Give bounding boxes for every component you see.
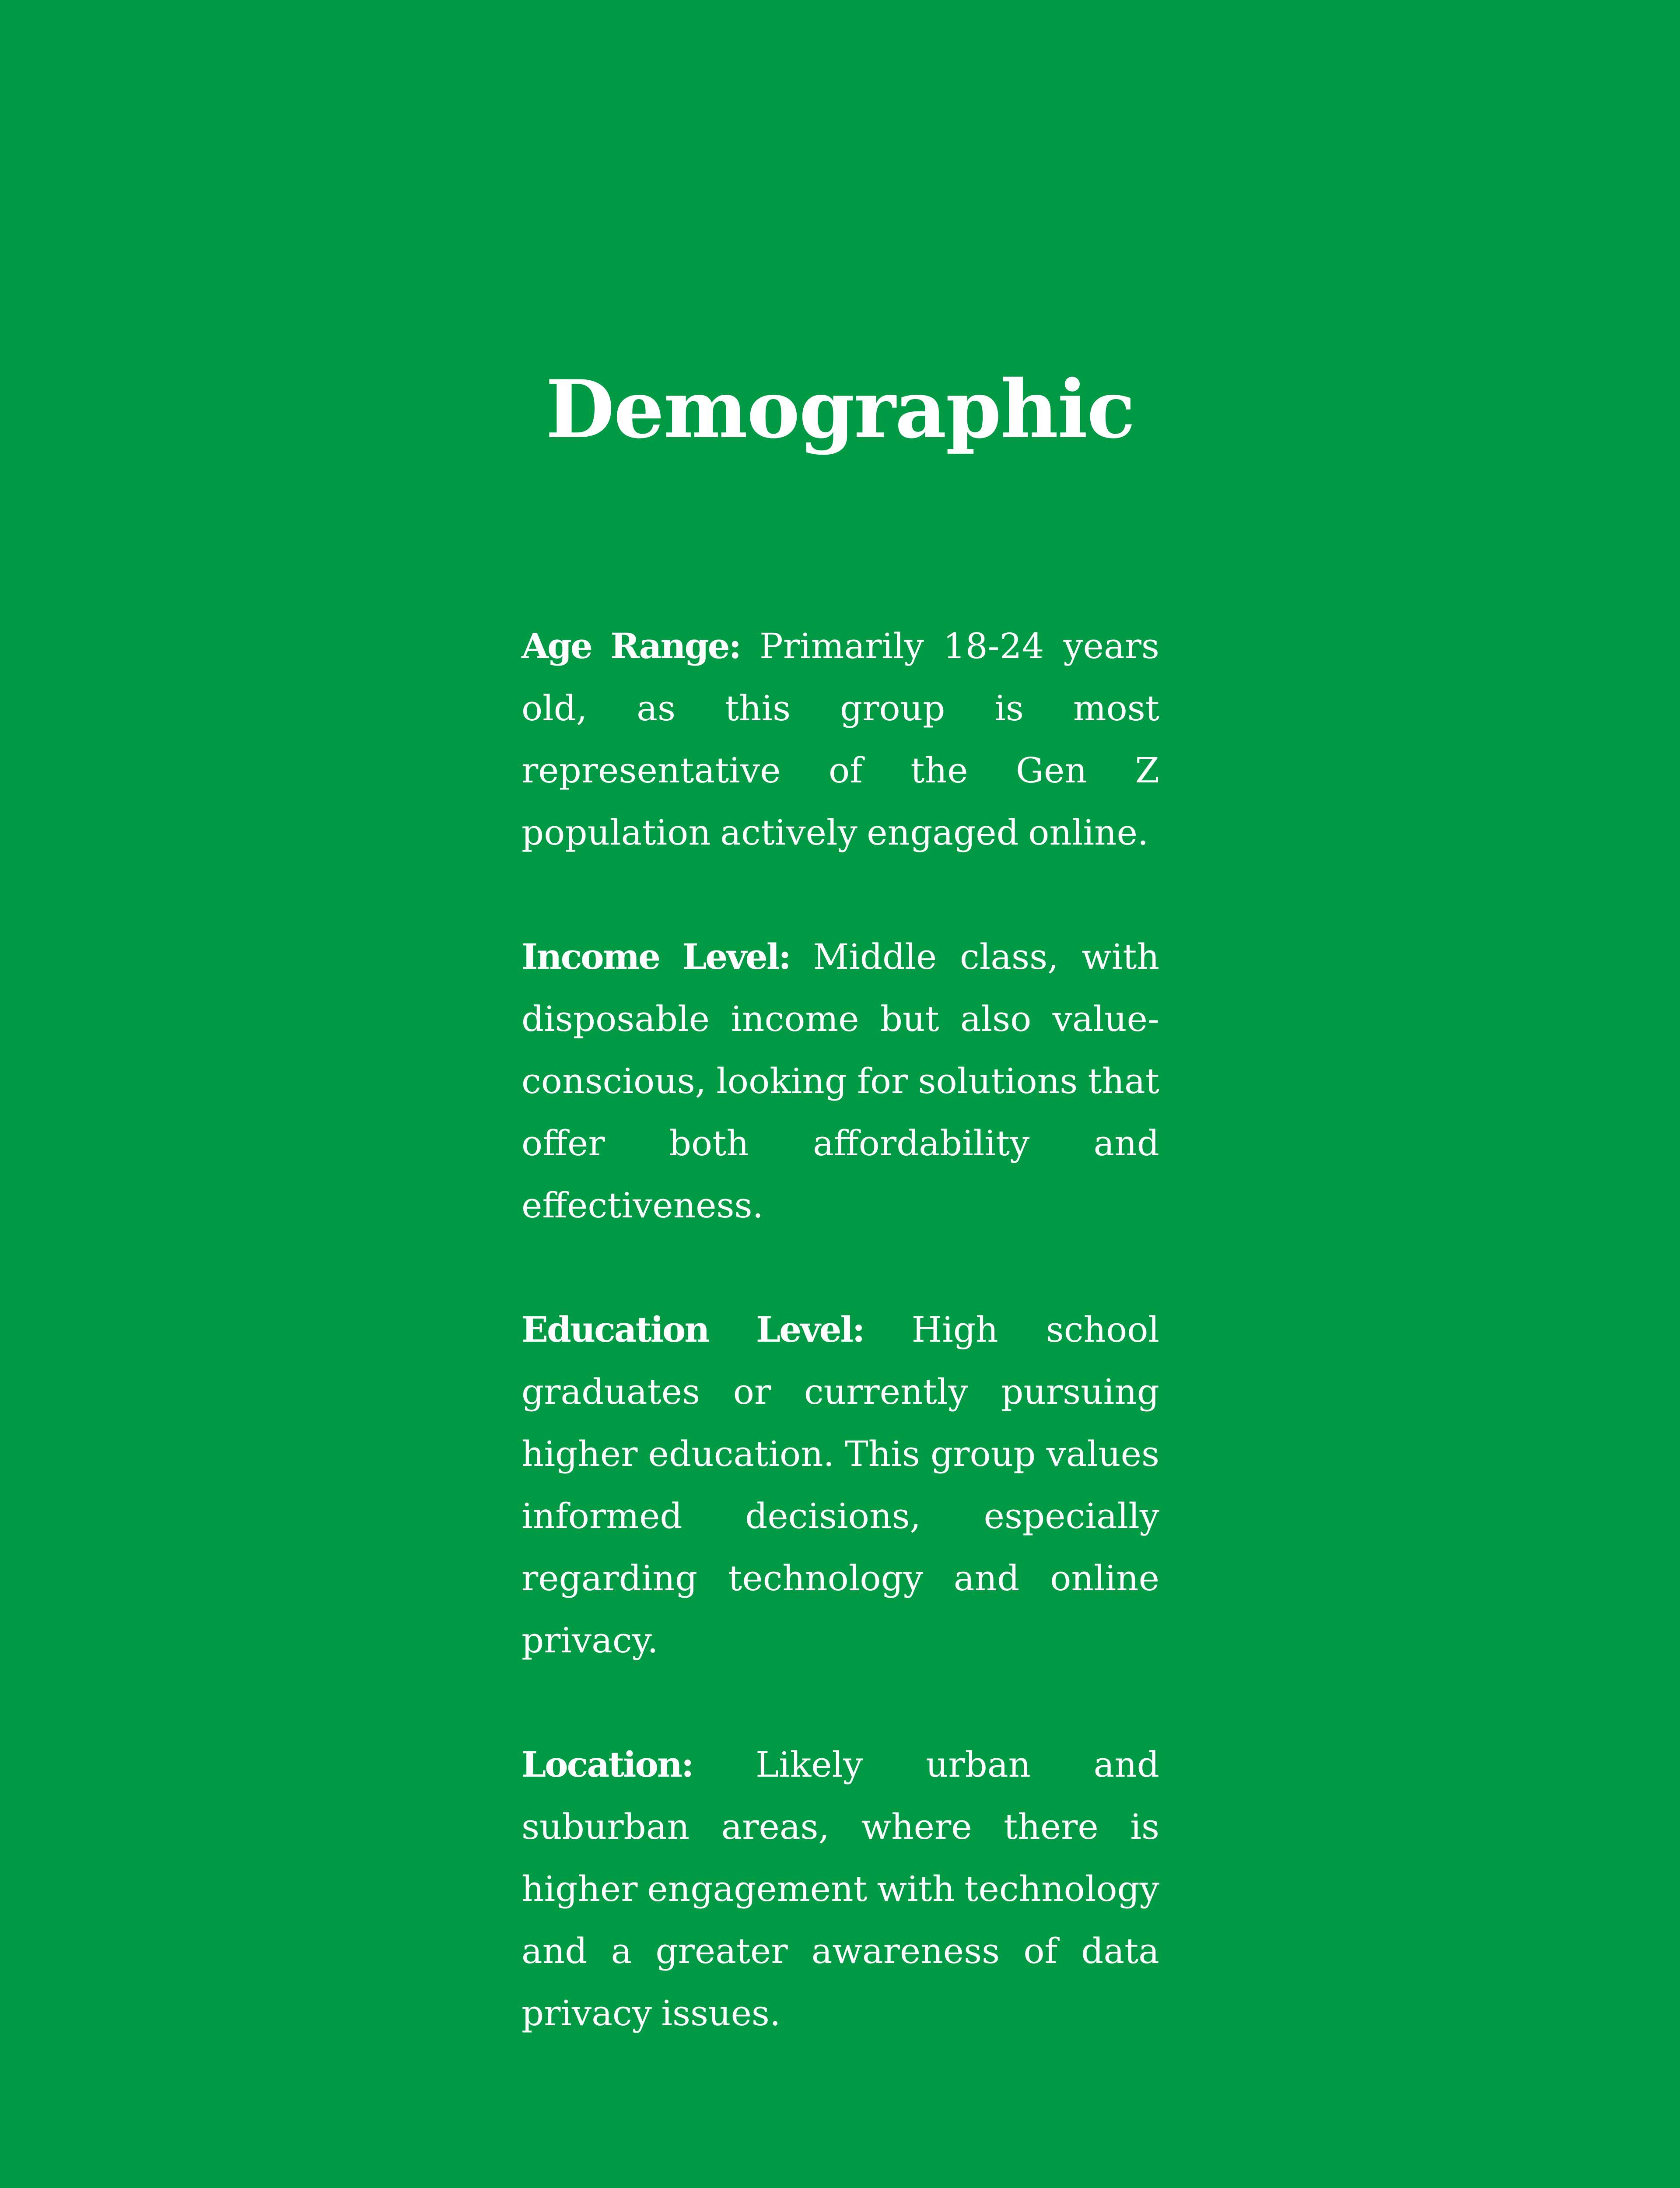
age-range-label: Age Range: (522, 625, 741, 666)
age-range-text: Primarily 18-24 years old, as this group is most representative of the Gen Z population actively engaged online. (522, 626, 1159, 853)
education-level-label: Education Level: (522, 1309, 864, 1350)
location-text: Likely urban and suburban areas, where there is higher engagement with technology and a greater awareness of data privacy issues. (522, 1744, 1159, 2034)
income-level-section (522, 926, 1159, 1237)
age-range-section (522, 615, 1159, 864)
location-section (522, 1733, 1159, 2044)
income-level-text: Middle class, with disposable income but also value-conscious, looking for solutions that offer both affordability and effectiveness. (522, 936, 1159, 1226)
page-title: Demographic (545, 362, 1135, 456)
education-level-section (522, 1298, 1159, 1672)
education-level-text: High school graduates or currently pursuing higher education. This group values informed decisions, especially regarding technology and online privacy. (522, 1309, 1160, 1661)
location-label: Location: (522, 1744, 693, 1785)
income-level-label: Income Level: (522, 936, 790, 977)
demographic-content (522, 615, 1159, 2106)
